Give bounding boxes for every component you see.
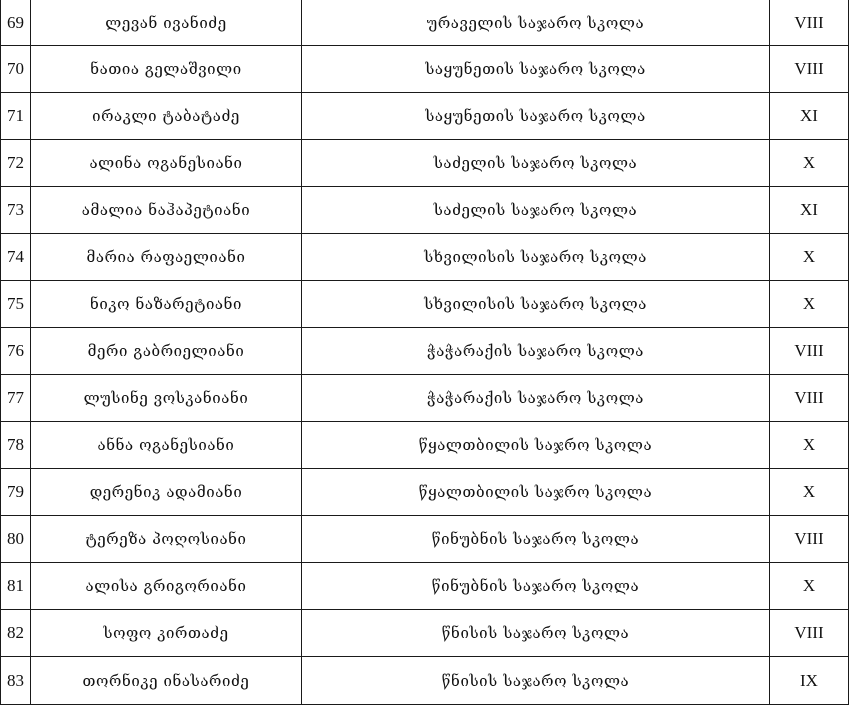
school-name: წყალთბილის საჯრო სკოლა bbox=[302, 469, 770, 516]
row-number: 74 bbox=[1, 234, 31, 281]
table-row bbox=[1, 93, 849, 140]
table-row bbox=[1, 469, 849, 516]
student-name: ანნა ოგანესიანი bbox=[31, 422, 302, 469]
table-row bbox=[1, 234, 849, 281]
row-number: 81 bbox=[1, 563, 31, 610]
row-number: 70 bbox=[1, 46, 31, 93]
school-name: წინუბნის საჯარო სკოლა bbox=[302, 563, 770, 610]
row-number: 69 bbox=[1, 0, 31, 46]
student-name: დერენიკ ადამიანი bbox=[31, 469, 302, 516]
grade-level: X bbox=[770, 563, 849, 610]
school-name: წინუბნის საჯარო სკოლა bbox=[302, 516, 770, 563]
student-name: ალინა ოგანესიანი bbox=[31, 140, 302, 187]
student-name: მარია რაფაელიანი bbox=[31, 234, 302, 281]
table-row bbox=[1, 187, 849, 234]
grade-level: VIII bbox=[770, 516, 849, 563]
student-name: თორნიკე ინასარიძე bbox=[31, 657, 302, 705]
grade-level: VIII bbox=[770, 0, 849, 46]
student-name: მერი გაბრიელიანი bbox=[31, 328, 302, 375]
student-name: ამალია ნაჰაპეტიანი bbox=[31, 187, 302, 234]
student-name: ნიკო ნაზარეტიანი bbox=[31, 281, 302, 328]
row-number: 82 bbox=[1, 610, 31, 657]
row-number: 76 bbox=[1, 328, 31, 375]
grade-level: X bbox=[770, 469, 849, 516]
school-name: სხვილისის საჯარო სკოლა bbox=[302, 234, 770, 281]
row-number: 78 bbox=[1, 422, 31, 469]
grade-level: X bbox=[770, 234, 849, 281]
school-name: ჭაჭარაქის საჯარო სკოლა bbox=[302, 328, 770, 375]
student-name: ალისა გრიგორიანი bbox=[31, 563, 302, 610]
table-row bbox=[1, 281, 849, 328]
grade-level: XI bbox=[770, 187, 849, 234]
school-name: წნისის საჯარო სკოლა bbox=[302, 610, 770, 657]
row-number: 83 bbox=[1, 657, 31, 705]
school-name: საყუნეთის საჯარო სკოლა bbox=[302, 46, 770, 93]
student-name: ტერეზა პოღოსიანი bbox=[31, 516, 302, 563]
student-name: ლუსინე ვოსკანიანი bbox=[31, 375, 302, 422]
school-name: საყუნეთის საჯარო სკოლა bbox=[302, 93, 770, 140]
grade-level: XI bbox=[770, 93, 849, 140]
row-number: 75 bbox=[1, 281, 31, 328]
student-name: ლევან ივანიძე bbox=[31, 0, 302, 46]
table-row bbox=[1, 422, 849, 469]
table-row bbox=[1, 657, 849, 705]
table-row bbox=[1, 328, 849, 375]
row-number: 80 bbox=[1, 516, 31, 563]
table-row bbox=[1, 140, 849, 187]
grade-level: VIII bbox=[770, 328, 849, 375]
student-name: სოფო კირთაძე bbox=[31, 610, 302, 657]
school-name: წნისის საჯარო სკოლა bbox=[302, 657, 770, 705]
table-row bbox=[1, 46, 849, 93]
row-number: 72 bbox=[1, 140, 31, 187]
grade-level: X bbox=[770, 422, 849, 469]
school-name: საძელის საჯარო სკოლა bbox=[302, 187, 770, 234]
grade-level: VIII bbox=[770, 46, 849, 93]
table-row bbox=[1, 516, 849, 563]
school-name: საძელის საჯარო სკოლა bbox=[302, 140, 770, 187]
school-name: სხვილისის საჯარო სკოლა bbox=[302, 281, 770, 328]
grade-level: X bbox=[770, 281, 849, 328]
grade-level: X bbox=[770, 140, 849, 187]
row-number: 73 bbox=[1, 187, 31, 234]
grade-level: VIII bbox=[770, 610, 849, 657]
row-number: 79 bbox=[1, 469, 31, 516]
grade-level: IX bbox=[770, 657, 849, 705]
table-row bbox=[1, 0, 849, 46]
school-name: ურაველის საჯარო სკოლა bbox=[302, 0, 770, 46]
school-name: ჭაჭარაქის საჯარო სკოლა bbox=[302, 375, 770, 422]
student-name: ნათია გელაშვილი bbox=[31, 46, 302, 93]
student-name: ირაკლი ტაბატაძე bbox=[31, 93, 302, 140]
row-number: 77 bbox=[1, 375, 31, 422]
row-number: 71 bbox=[1, 93, 31, 140]
grade-level: VIII bbox=[770, 375, 849, 422]
table-row bbox=[1, 563, 849, 610]
school-name: წყალთბილის საჯრო სკოლა bbox=[302, 422, 770, 469]
table-row bbox=[1, 610, 849, 657]
table-row bbox=[1, 375, 849, 422]
